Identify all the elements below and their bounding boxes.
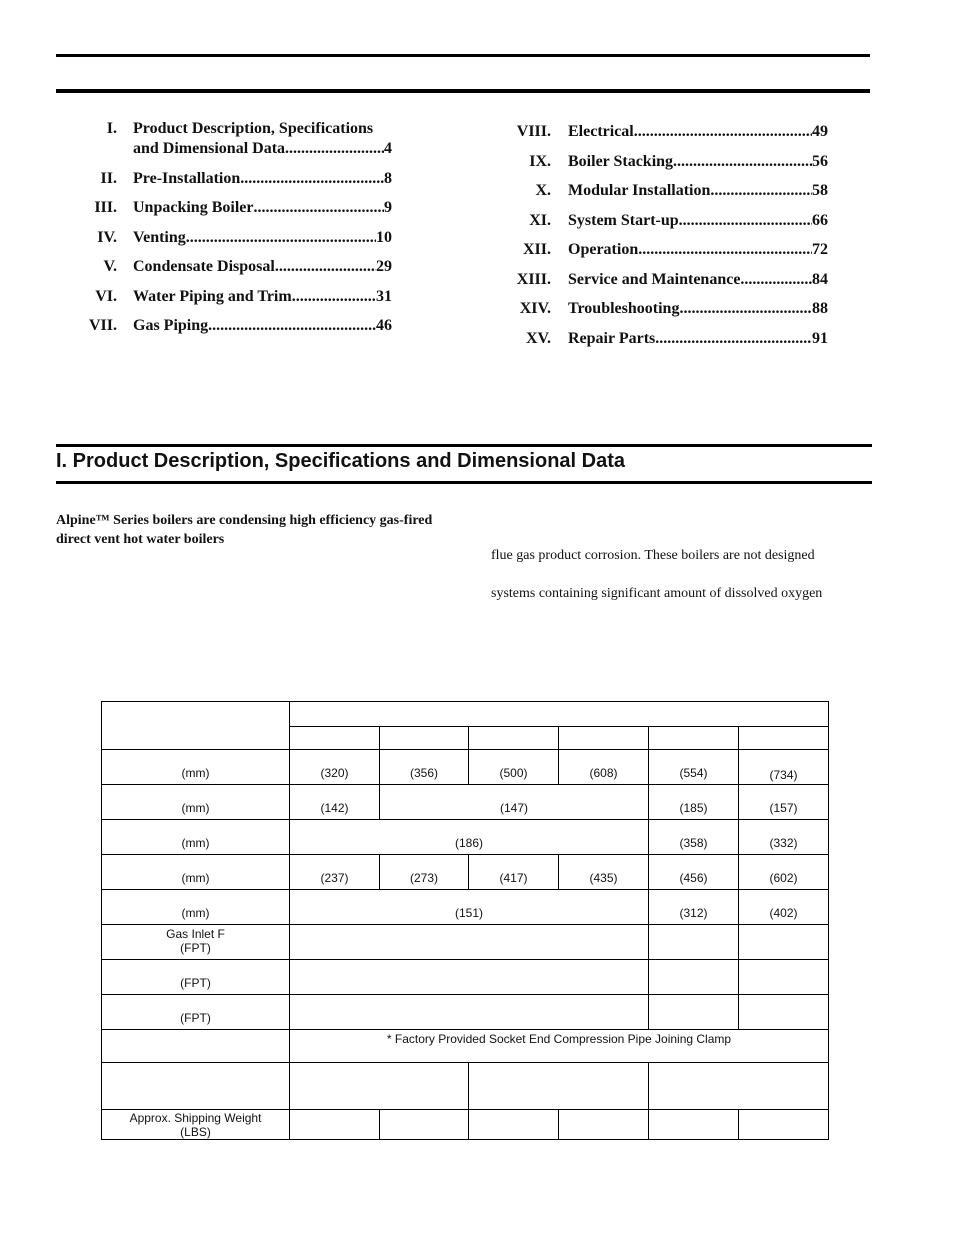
table-cell: (320): [290, 750, 380, 785]
table-header-cell: [649, 727, 739, 750]
toc-page: 49: [812, 123, 828, 140]
row-label: [102, 1063, 290, 1110]
toc-page: 56: [812, 153, 828, 170]
toc-title: Venting: [133, 229, 186, 246]
table-cell: [739, 960, 829, 995]
table-cell: [649, 960, 739, 995]
table-header-cell: [469, 727, 559, 750]
table-cell: [739, 1110, 829, 1140]
intro-bold-text: Alpine™ Series boilers are condensing high efficiency gas-fired direct vent hot water boilers: [56, 513, 433, 547]
toc-number: III.: [94, 199, 117, 216]
toc-title: Product Description, Specifications: [133, 120, 374, 137]
table-header-cell: [102, 702, 290, 750]
toc-entry[interactable]: [80, 169, 392, 189]
section-rule-top: [56, 444, 872, 447]
toc-leader: [679, 211, 812, 231]
toc-title: Operation: [568, 241, 639, 258]
table-cell: (358): [649, 820, 739, 855]
toc-page: 46: [376, 317, 392, 334]
row-label: Approx. Shipping Weight (LBS): [102, 1110, 290, 1140]
table-cell: (312): [649, 890, 739, 925]
toc-title: System Start-up: [568, 212, 679, 229]
row-label: (mm): [102, 855, 290, 890]
toc-title: Unpacking Boiler: [133, 199, 254, 216]
table-cell: (456): [649, 855, 739, 890]
toc-number: XII.: [522, 241, 551, 258]
toc-title: and Dimensional Data: [133, 140, 286, 157]
table-cell: [290, 995, 649, 1030]
toc-leader: [710, 181, 812, 201]
toc-entry[interactable]: [505, 152, 828, 172]
table-cell: [649, 995, 739, 1030]
toc-title: Service and Maintenance: [568, 271, 741, 288]
toc-page: 10: [376, 229, 392, 246]
table-cell: [469, 1063, 649, 1110]
toc-number: VIII.: [516, 123, 551, 140]
toc-entry[interactable]: [80, 287, 392, 307]
body-text-line: systems containing significant amount of dissolved oxygen: [491, 586, 823, 601]
toc-number: XIV.: [519, 300, 551, 317]
toc-number: IX.: [529, 153, 551, 170]
table-header-row: [102, 702, 829, 727]
toc-title: Repair Parts: [568, 330, 656, 347]
table-row: [102, 1063, 829, 1110]
toc-entry[interactable]: [80, 257, 392, 277]
table-cell: (435): [559, 855, 649, 890]
table-cell: (734): [739, 750, 829, 785]
row-label: (mm): [102, 785, 290, 820]
table-header-cell: [739, 727, 829, 750]
toc-page: 9: [384, 199, 392, 216]
toc-title: Electrical: [568, 123, 634, 140]
toc-page: 58: [812, 182, 828, 199]
body-text-line: flue gas product corrosion. These boilers are not designed: [491, 548, 815, 563]
table-cell: (157): [739, 785, 829, 820]
table-cell: (500): [469, 750, 559, 785]
clamp-note-cell: * Factory Provided Socket End Compression Pipe Joining Clamp: [290, 1030, 829, 1063]
top-rule-2: [56, 89, 870, 93]
row-label: (FPT): [102, 960, 290, 995]
table-cell: (608): [559, 750, 649, 785]
section-rule-bottom: [56, 481, 872, 484]
table-row: [102, 925, 829, 960]
toc-number: XIII.: [516, 271, 551, 288]
toc-leader: [655, 329, 812, 349]
table-row: [102, 855, 829, 890]
toc-entry[interactable]: [505, 299, 828, 319]
row-label: (mm): [102, 820, 290, 855]
table-cell: [739, 925, 829, 960]
table-cell: [739, 995, 829, 1030]
table-cell: (273): [380, 855, 469, 890]
toc-entry[interactable]: [505, 240, 828, 260]
toc-number: II.: [100, 170, 117, 187]
toc-leader: [240, 169, 384, 189]
toc-title: Pre-Installation: [133, 170, 241, 187]
table-row: [102, 785, 829, 820]
toc-leader: [673, 152, 812, 172]
toc-page: 29: [376, 258, 392, 275]
table-cell: (151): [290, 890, 649, 925]
table-cell: [649, 1110, 739, 1140]
toc-entry[interactable]: [80, 228, 392, 248]
table-cell: (147): [380, 785, 649, 820]
toc-entry[interactable]: [505, 122, 828, 142]
table-cell: (186): [290, 820, 649, 855]
toc-leader: [275, 257, 376, 277]
toc-entry[interactable]: [80, 198, 392, 218]
table-row: [102, 1110, 829, 1140]
toc-number: IV.: [97, 229, 117, 246]
toc-number: X.: [535, 182, 551, 199]
table-row: [102, 750, 829, 785]
toc-entry[interactable]: [505, 329, 828, 349]
toc-entry[interactable]: [505, 181, 828, 201]
toc-title: Condensate Disposal: [133, 258, 275, 275]
table-header-cell: [290, 727, 380, 750]
table-row: [102, 1030, 829, 1063]
toc-leader: [292, 287, 376, 307]
table-row: [102, 820, 829, 855]
row-label: Gas Inlet F (FPT): [102, 925, 290, 960]
toc-number: V.: [103, 258, 117, 275]
toc-page: 66: [812, 212, 828, 229]
toc-leader: [208, 316, 376, 336]
table-cell: (602): [739, 855, 829, 890]
table-cell: [649, 1063, 829, 1110]
toc-leader: [638, 240, 812, 260]
toc-title: Boiler Stacking: [568, 153, 674, 170]
toc-leader: [634, 122, 812, 142]
table-cell: [290, 1063, 469, 1110]
row-label: (mm): [102, 890, 290, 925]
toc-number: XI.: [529, 212, 551, 229]
toc-title: Troubleshooting: [568, 300, 680, 317]
table-header-cell: [290, 702, 829, 727]
row-label: (mm): [102, 750, 290, 785]
toc-page: 88: [812, 300, 828, 317]
table-cell: [380, 1110, 469, 1140]
table-row: [102, 995, 829, 1030]
section-title: I. Product Description, Specifications and Dimensional Data: [56, 450, 626, 472]
toc-number: VI.: [95, 288, 117, 305]
toc-entry[interactable]: [505, 211, 828, 231]
toc-number: XV.: [525, 330, 551, 347]
table-cell: [469, 1110, 559, 1140]
toc-entry[interactable]: [80, 119, 392, 159]
specifications-table: [101, 701, 829, 1140]
table-cell: (356): [380, 750, 469, 785]
table-cell: (142): [290, 785, 380, 820]
table-cell: (417): [469, 855, 559, 890]
toc-leader: [253, 198, 384, 218]
toc-page: 84: [812, 271, 828, 288]
table-cell: [290, 960, 649, 995]
toc-title: Modular Installation: [568, 182, 711, 199]
toc-page: 91: [812, 330, 828, 347]
table-row: [102, 890, 829, 925]
toc-leader: [285, 139, 384, 159]
toc-leader: [740, 270, 812, 290]
table-cell: (237): [290, 855, 380, 890]
toc-page: 4: [384, 140, 392, 157]
table-cell: [290, 925, 649, 960]
toc-page: 8: [384, 170, 392, 187]
toc-entry[interactable]: [80, 316, 392, 336]
toc-title: Water Piping and Trim: [133, 288, 292, 305]
top-rule-1: [56, 54, 870, 57]
table-cell: (402): [739, 890, 829, 925]
toc-entry[interactable]: [505, 270, 828, 290]
toc-page: 31: [376, 288, 392, 305]
toc-number: I.: [106, 120, 117, 137]
toc-page: 72: [812, 241, 828, 258]
table-cell: [290, 1110, 380, 1140]
table-header-cell: [559, 727, 649, 750]
table-cell: (332): [739, 820, 829, 855]
toc-number: VII.: [88, 317, 117, 334]
table-cell: (554): [649, 750, 739, 785]
table-cell: (185): [649, 785, 739, 820]
table-cell: [649, 925, 739, 960]
toc-leader: [679, 299, 812, 319]
table-header-cell: [380, 727, 469, 750]
table-cell: [559, 1110, 649, 1140]
toc-leader: [186, 228, 376, 248]
row-label: (FPT): [102, 995, 290, 1030]
row-label: [102, 1030, 290, 1063]
toc-title: Gas Piping: [133, 317, 209, 334]
table-row: [102, 960, 829, 995]
